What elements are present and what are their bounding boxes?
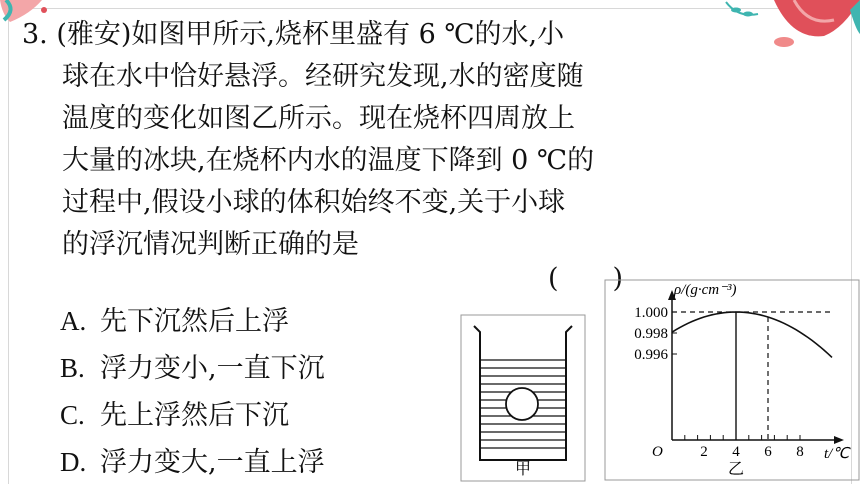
- option-a[interactable]: [60, 298, 325, 345]
- question-line-3: 温度的变化如图乙所示。现在烧杯四周放上: [62, 103, 575, 134]
- y-tick-label: 0.998: [634, 326, 668, 342]
- option-d[interactable]: [60, 439, 325, 486]
- option-letter: D.: [60, 447, 87, 477]
- ball: [506, 388, 538, 420]
- option-text: 先下沉然后上浮: [100, 306, 289, 337]
- x-axis-arrow: [834, 436, 844, 444]
- question-line-1: 3. (雅安)如图甲所示,烧杯里盛有 6 ℃的水,小: [22, 19, 565, 50]
- question-line-4: 大量的冰块,在烧杯内水的温度下降到 0 ℃的: [62, 145, 595, 176]
- question-line-5: 过程中,假设小球的体积始终不变,关于小球: [62, 187, 566, 218]
- question-text: [22, 14, 622, 266]
- figure-beaker: [460, 314, 586, 482]
- figure-jia-caption: 甲: [514, 461, 532, 478]
- x-axis-label: t/℃: [824, 446, 850, 462]
- options-list: [60, 298, 325, 486]
- decorative-flowers-right: [764, 0, 860, 60]
- option-letter: B.: [60, 353, 85, 383]
- decorative-leaves-top: [724, 0, 764, 22]
- option-text: 浮力变大,一直上浮: [100, 447, 325, 478]
- x-tick-label: 6: [764, 444, 772, 460]
- question-line-2: 球在水中恰好悬浮。经研究发现,水的密度随: [62, 61, 584, 92]
- y-tick-label: 1.000: [634, 305, 668, 321]
- option-text: 浮力变小,一直下沉: [100, 353, 325, 384]
- option-letter: C.: [60, 400, 85, 430]
- y-tick-label: 0.996: [634, 347, 668, 363]
- question-line-6: 的浮沉情况判断正确的是: [62, 229, 359, 260]
- chart-caption: 乙: [727, 461, 745, 478]
- density-curve: [672, 312, 832, 357]
- option-text: 先上浮然后下沉: [100, 400, 289, 431]
- origin-label: O: [652, 444, 663, 460]
- x-tick-label: 2: [700, 444, 708, 460]
- option-b[interactable]: [60, 345, 325, 392]
- option-letter: A.: [60, 306, 87, 336]
- option-c[interactable]: [60, 392, 325, 439]
- x-tick-label: 4: [732, 444, 740, 460]
- y-axis-label: ρ/(g·cm⁻³): [674, 282, 737, 298]
- answer-bracket: ( ): [548, 263, 624, 294]
- x-tick-label: 8: [796, 444, 804, 460]
- density-chart: [604, 268, 860, 482]
